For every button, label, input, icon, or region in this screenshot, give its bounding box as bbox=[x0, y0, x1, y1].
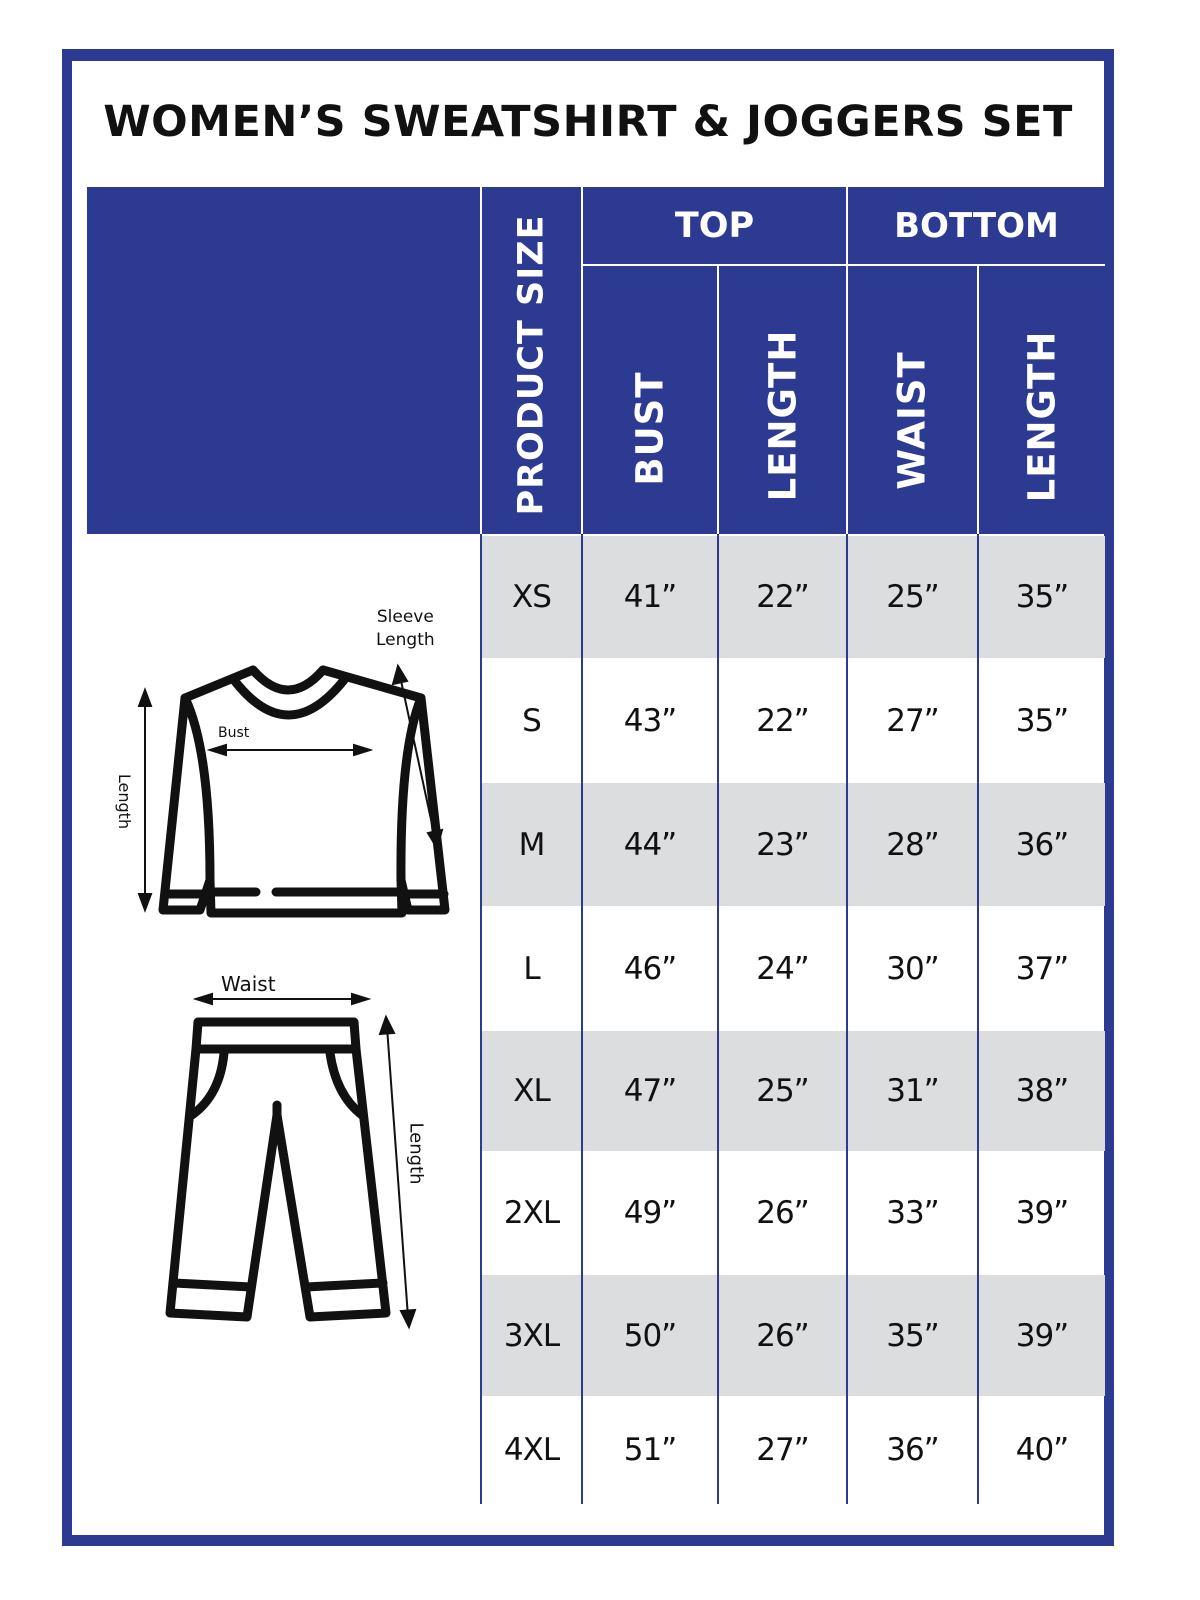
table-row bbox=[482, 1396, 1105, 1504]
header-waist-label: WAIST bbox=[891, 350, 935, 490]
table-row bbox=[482, 783, 1105, 906]
cell-top-length: 26” bbox=[756, 1317, 809, 1354]
cell-waist: 25” bbox=[886, 579, 939, 615]
table-row bbox=[482, 1031, 1105, 1151]
cell-bottom-length: 38” bbox=[1015, 1073, 1069, 1109]
divider bbox=[717, 264, 719, 534]
cell-waist: 33” bbox=[886, 1195, 939, 1231]
sweatshirt-illustration bbox=[110, 600, 470, 930]
cell-top-length: 27” bbox=[756, 1432, 809, 1468]
sweatshirt-length-label: Length bbox=[115, 773, 135, 830]
page-title: WOMEN’S SWEATSHIRT & JOGGERS SET bbox=[103, 97, 1073, 147]
joggers-length-label: Length bbox=[405, 1122, 427, 1185]
cell-bust: 43” bbox=[623, 702, 677, 739]
cell-waist: 35” bbox=[886, 1317, 939, 1354]
header-waist bbox=[848, 266, 977, 534]
divider bbox=[480, 187, 482, 534]
cell-bottom-length: 35” bbox=[1015, 579, 1069, 615]
divider bbox=[581, 187, 583, 534]
header-top-length bbox=[719, 266, 846, 534]
cell-bust: 41” bbox=[623, 579, 677, 615]
table-row bbox=[482, 1151, 1105, 1275]
header-blank-block bbox=[87, 187, 480, 534]
cell-bust: 44” bbox=[623, 826, 677, 863]
cell-bottom-length: 35” bbox=[1015, 702, 1069, 739]
cell-size: XS bbox=[512, 579, 551, 615]
divider bbox=[717, 534, 719, 1504]
divider bbox=[846, 534, 848, 1504]
cell-top-length: 24” bbox=[756, 950, 809, 987]
header-top-length-label: LENGTH bbox=[761, 329, 804, 501]
cell-waist: 31” bbox=[886, 1073, 939, 1109]
cell-waist: 27” bbox=[886, 702, 939, 739]
cell-waist: 30” bbox=[886, 950, 939, 987]
cell-top-length: 22” bbox=[756, 702, 809, 739]
divider bbox=[846, 187, 848, 534]
divider bbox=[581, 534, 583, 1504]
divider bbox=[581, 264, 1105, 266]
table-row bbox=[482, 536, 1105, 658]
header-group-bottom bbox=[848, 187, 1105, 264]
divider bbox=[480, 534, 482, 1504]
cell-size: 2XL bbox=[503, 1195, 560, 1231]
cell-bottom-length: 39” bbox=[1015, 1317, 1069, 1354]
header-product-size bbox=[482, 187, 581, 534]
cell-top-length: 26” bbox=[756, 1195, 809, 1231]
cell-size: L bbox=[523, 950, 540, 987]
header-bust bbox=[583, 266, 717, 534]
divider bbox=[977, 264, 979, 534]
sleeve-label-line2: Length bbox=[376, 630, 435, 650]
cell-bottom-length: 40” bbox=[1015, 1432, 1069, 1468]
cell-top-length: 23” bbox=[756, 826, 809, 863]
cell-size: 3XL bbox=[503, 1317, 560, 1354]
cell-bust: 47” bbox=[623, 1073, 677, 1109]
header-bottom-length-label: LENGTH bbox=[1020, 330, 1064, 502]
joggers-illustration bbox=[150, 965, 450, 1345]
cell-bust: 49” bbox=[623, 1195, 677, 1231]
header-group-top bbox=[583, 187, 846, 264]
header-bust-label: BUST bbox=[628, 370, 672, 486]
cell-size: 4XL bbox=[503, 1432, 560, 1468]
cell-top-length: 25” bbox=[756, 1073, 809, 1109]
table-row bbox=[482, 1275, 1105, 1396]
cell-bust: 46” bbox=[623, 950, 677, 987]
header-group-bottom-label: BOTTOM bbox=[894, 205, 1059, 246]
cell-bust: 50” bbox=[623, 1317, 677, 1354]
header-bottom-length bbox=[979, 266, 1105, 534]
header-product-size-label: PRODUCT SIZE bbox=[511, 213, 552, 516]
divider bbox=[977, 534, 979, 1504]
cell-top-length: 22” bbox=[756, 579, 809, 615]
cell-bottom-length: 37” bbox=[1015, 950, 1069, 987]
cell-size: XL bbox=[513, 1073, 550, 1109]
cell-bottom-length: 39” bbox=[1015, 1195, 1069, 1231]
bust-label: Bust bbox=[218, 725, 250, 741]
cell-size: S bbox=[522, 702, 541, 739]
cell-waist: 28” bbox=[886, 826, 939, 863]
header-group-top-label: TOP bbox=[674, 205, 755, 246]
cell-size: M bbox=[518, 826, 545, 863]
waist-label: Waist bbox=[221, 972, 276, 996]
table-row bbox=[482, 658, 1105, 783]
cell-bottom-length: 36” bbox=[1015, 826, 1069, 863]
table-row bbox=[482, 906, 1105, 1031]
sleeve-label-line1: Sleeve bbox=[376, 607, 434, 627]
cell-waist: 36” bbox=[886, 1432, 939, 1468]
sleeve-length-label bbox=[376, 606, 435, 652]
cell-bust: 51” bbox=[623, 1432, 677, 1468]
